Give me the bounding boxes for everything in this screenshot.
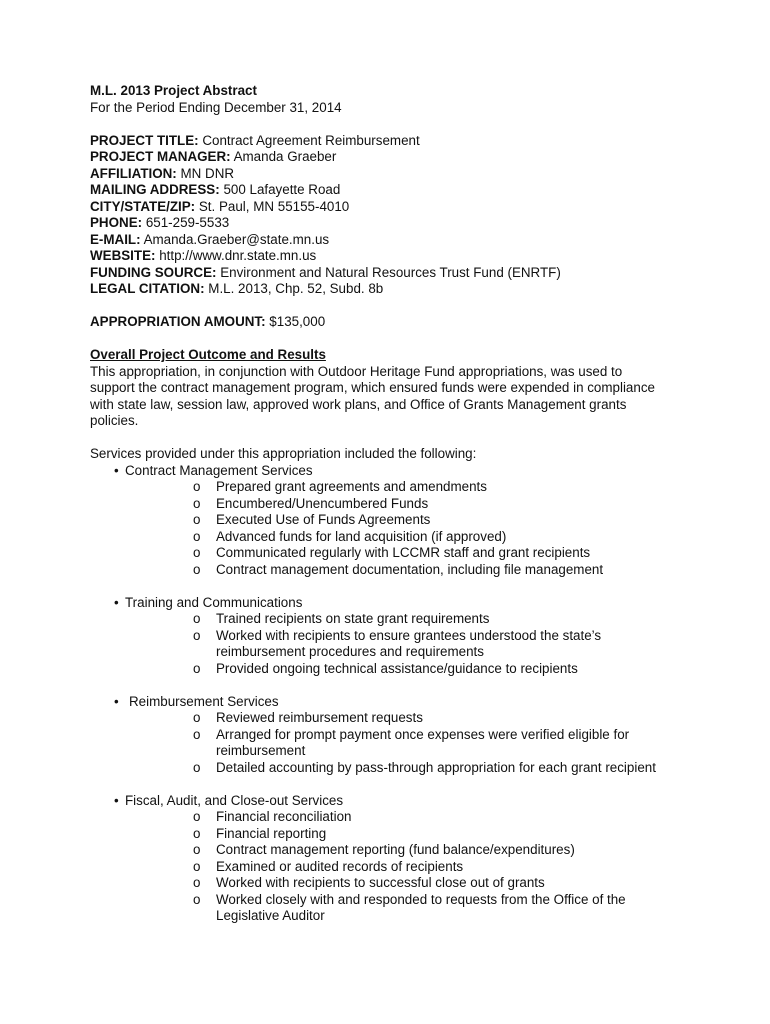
service-item-text: Encumbered/Unencumbered Funds bbox=[216, 495, 429, 511]
info-label: MAILING ADDRESS: bbox=[90, 182, 220, 197]
info-label: PROJECT TITLE: bbox=[90, 132, 199, 148]
abstract-content bbox=[90, 83, 690, 925]
sub-bullet-icon: o bbox=[193, 495, 201, 511]
service-item-text: Advanced funds for land acquisition (if approved) bbox=[216, 528, 507, 544]
info-label: LEGAL CITATION: bbox=[90, 281, 205, 296]
info-phone bbox=[90, 215, 690, 232]
service-title: Contract Management Services bbox=[125, 462, 313, 478]
info-website bbox=[90, 248, 690, 265]
service-items bbox=[129, 710, 690, 776]
info-value: 500 Lafayette Road bbox=[223, 182, 341, 197]
info-value: Environment and Natural Resources Trust Fund (ENRTF) bbox=[220, 264, 561, 280]
sub-bullet-icon: o bbox=[193, 561, 201, 577]
sub-bullet-icon: o bbox=[193, 611, 201, 626]
sub-bullet-icon: o bbox=[193, 710, 201, 725]
info-value: MN DNR bbox=[180, 165, 235, 181]
bullet-icon: • bbox=[114, 792, 119, 808]
outcome-paragraph bbox=[90, 364, 690, 430]
sub-bullet-icon: o bbox=[193, 726, 201, 742]
service-item-text: Contract management reporting (fund balance/expenditures) bbox=[216, 842, 575, 857]
service-item-text: Financial reporting bbox=[216, 825, 327, 841]
info-value: Amanda Graeber bbox=[233, 149, 337, 164]
sub-bullet-icon: o bbox=[193, 809, 201, 824]
info-value: http://www.dnr.state.mn.us bbox=[159, 248, 317, 263]
info-value: Amanda.Graeber@state.mn.us bbox=[143, 231, 330, 247]
outcome-line: This appropriation, in conjunction with Outdoor Heritage Fund appropriations, was used to bbox=[90, 363, 623, 379]
sub-bullet-icon: o bbox=[193, 479, 201, 494]
service-item-text: Prepared grant agreements and amendments bbox=[216, 479, 487, 494]
service-item bbox=[125, 809, 690, 826]
service-item-text: Communicated regularly with LCCMR staff and grant recipients bbox=[216, 545, 591, 560]
appropriation-amount bbox=[90, 314, 690, 331]
service-item-text: Executed Use of Funds Agreements bbox=[216, 512, 431, 527]
service-item-text: Financial reconciliation bbox=[216, 809, 352, 824]
info-value: Contract Agreement Reimbursement bbox=[202, 132, 420, 148]
outcome-line: support the contract management program, which ensured funds were expended in compliance bbox=[90, 380, 655, 395]
service-reimbursement bbox=[90, 694, 690, 793]
service-item bbox=[125, 611, 690, 628]
service-item bbox=[125, 512, 690, 529]
service-item-text: Examined or audited records of recipients bbox=[216, 858, 464, 874]
info-label: PROJECT MANAGER: bbox=[90, 149, 231, 164]
service-item bbox=[125, 842, 690, 859]
service-item bbox=[125, 562, 690, 579]
service-item bbox=[125, 727, 646, 760]
info-project-manager bbox=[90, 149, 690, 166]
info-label: CITY/STATE/ZIP: bbox=[90, 198, 196, 214]
service-item bbox=[125, 760, 690, 777]
service-items bbox=[125, 611, 690, 677]
service-item-text: Trained recipients on state grant requirements bbox=[216, 611, 490, 626]
sub-bullet-icon: o bbox=[193, 512, 201, 527]
service-item bbox=[125, 875, 690, 892]
service-item-text: Reviewed reimbursement requests bbox=[216, 710, 423, 725]
info-email bbox=[90, 232, 690, 249]
info-value: 651-259-5533 bbox=[145, 215, 230, 230]
info-label: PHONE: bbox=[90, 215, 143, 230]
document-title: M.L. 2013 Project Abstract bbox=[90, 83, 257, 98]
service-item bbox=[125, 661, 690, 678]
info-project-title bbox=[90, 133, 690, 150]
sub-bullet-icon: o bbox=[193, 825, 201, 841]
sub-bullet-icon: o bbox=[193, 545, 201, 560]
info-label: WEBSITE: bbox=[90, 248, 156, 263]
service-item bbox=[125, 545, 690, 562]
bullet-icon: • bbox=[114, 462, 119, 478]
service-item-text: Contract management documentation, including file management bbox=[216, 561, 604, 577]
service-item-text: Provided ongoing technical assistance/guidance to recipients bbox=[216, 660, 578, 676]
service-item-text: Worked with recipients to ensure grantees understood the state’s reimbursement procedures and requirements bbox=[216, 627, 602, 659]
info-mailing-address bbox=[90, 182, 690, 199]
sub-bullet-icon: o bbox=[193, 875, 201, 890]
service-title: Fiscal, Audit, and Close-out Services bbox=[125, 792, 344, 808]
sub-bullet-icon: o bbox=[193, 842, 201, 857]
sub-bullet-icon: o bbox=[193, 528, 201, 544]
service-item bbox=[125, 892, 691, 925]
services-intro: Services provided under this appropriation included the following: bbox=[90, 446, 477, 461]
service-fiscal-audit-closeout bbox=[90, 793, 690, 925]
service-item bbox=[125, 826, 690, 843]
outcome-line: with state law, session law, approved work plans, and Office of Grants Management grants bbox=[90, 396, 627, 412]
service-item-text: Worked closely with and responded to requests from the Office of the Legislative Auditor bbox=[216, 891, 626, 923]
services-list bbox=[90, 463, 690, 925]
info-label: FUNDING SOURCE: bbox=[90, 264, 217, 280]
service-item bbox=[125, 479, 690, 496]
outcome-heading: Overall Project Outcome and Results bbox=[90, 347, 326, 362]
service-item bbox=[125, 628, 681, 661]
info-affiliation bbox=[90, 166, 690, 183]
service-title: Training and Communications bbox=[125, 594, 303, 610]
sub-bullet-icon: o bbox=[193, 759, 201, 775]
service-item-text: Detailed accounting by pass-through appropriation for each grant recipient bbox=[216, 759, 656, 775]
info-label: E-MAIL: bbox=[90, 231, 141, 247]
service-training-communications bbox=[90, 595, 690, 694]
appropriation-label: APPROPRIATION AMOUNT: bbox=[90, 314, 266, 329]
service-item-text: Arranged for prompt payment once expenses were verified eligible for reimbursement bbox=[216, 726, 630, 758]
service-items bbox=[125, 809, 690, 925]
service-contract-management bbox=[90, 463, 690, 595]
service-items bbox=[125, 479, 690, 578]
info-label: AFFILIATION: bbox=[90, 165, 177, 181]
outcome-line: policies. bbox=[90, 413, 139, 428]
info-value: St. Paul, MN 55155-4010 bbox=[198, 198, 350, 214]
sub-bullet-icon: o bbox=[193, 627, 201, 643]
service-item bbox=[125, 496, 690, 513]
sub-bullet-icon: o bbox=[193, 858, 201, 874]
info-funding-source bbox=[90, 265, 690, 282]
service-item bbox=[125, 859, 690, 876]
service-item bbox=[125, 529, 690, 546]
service-item-text: Worked with recipients to successful close out of grants bbox=[216, 875, 545, 890]
info-value: M.L. 2013, Chp. 52, Subd. 8b bbox=[208, 281, 384, 296]
sub-bullet-icon: o bbox=[193, 891, 201, 907]
project-info bbox=[90, 133, 690, 298]
service-item bbox=[125, 710, 690, 727]
info-legal-citation bbox=[90, 281, 690, 298]
sub-bullet-icon: o bbox=[193, 660, 201, 676]
bullet-icon: • bbox=[114, 693, 119, 709]
bullet-icon: • bbox=[114, 594, 119, 610]
info-city-state-zip bbox=[90, 199, 690, 216]
service-title: Reimbursement Services bbox=[129, 693, 279, 709]
appropriation-value: $135,000 bbox=[269, 314, 326, 329]
period-line: For the Period Ending December 31, 2014 bbox=[90, 99, 342, 115]
